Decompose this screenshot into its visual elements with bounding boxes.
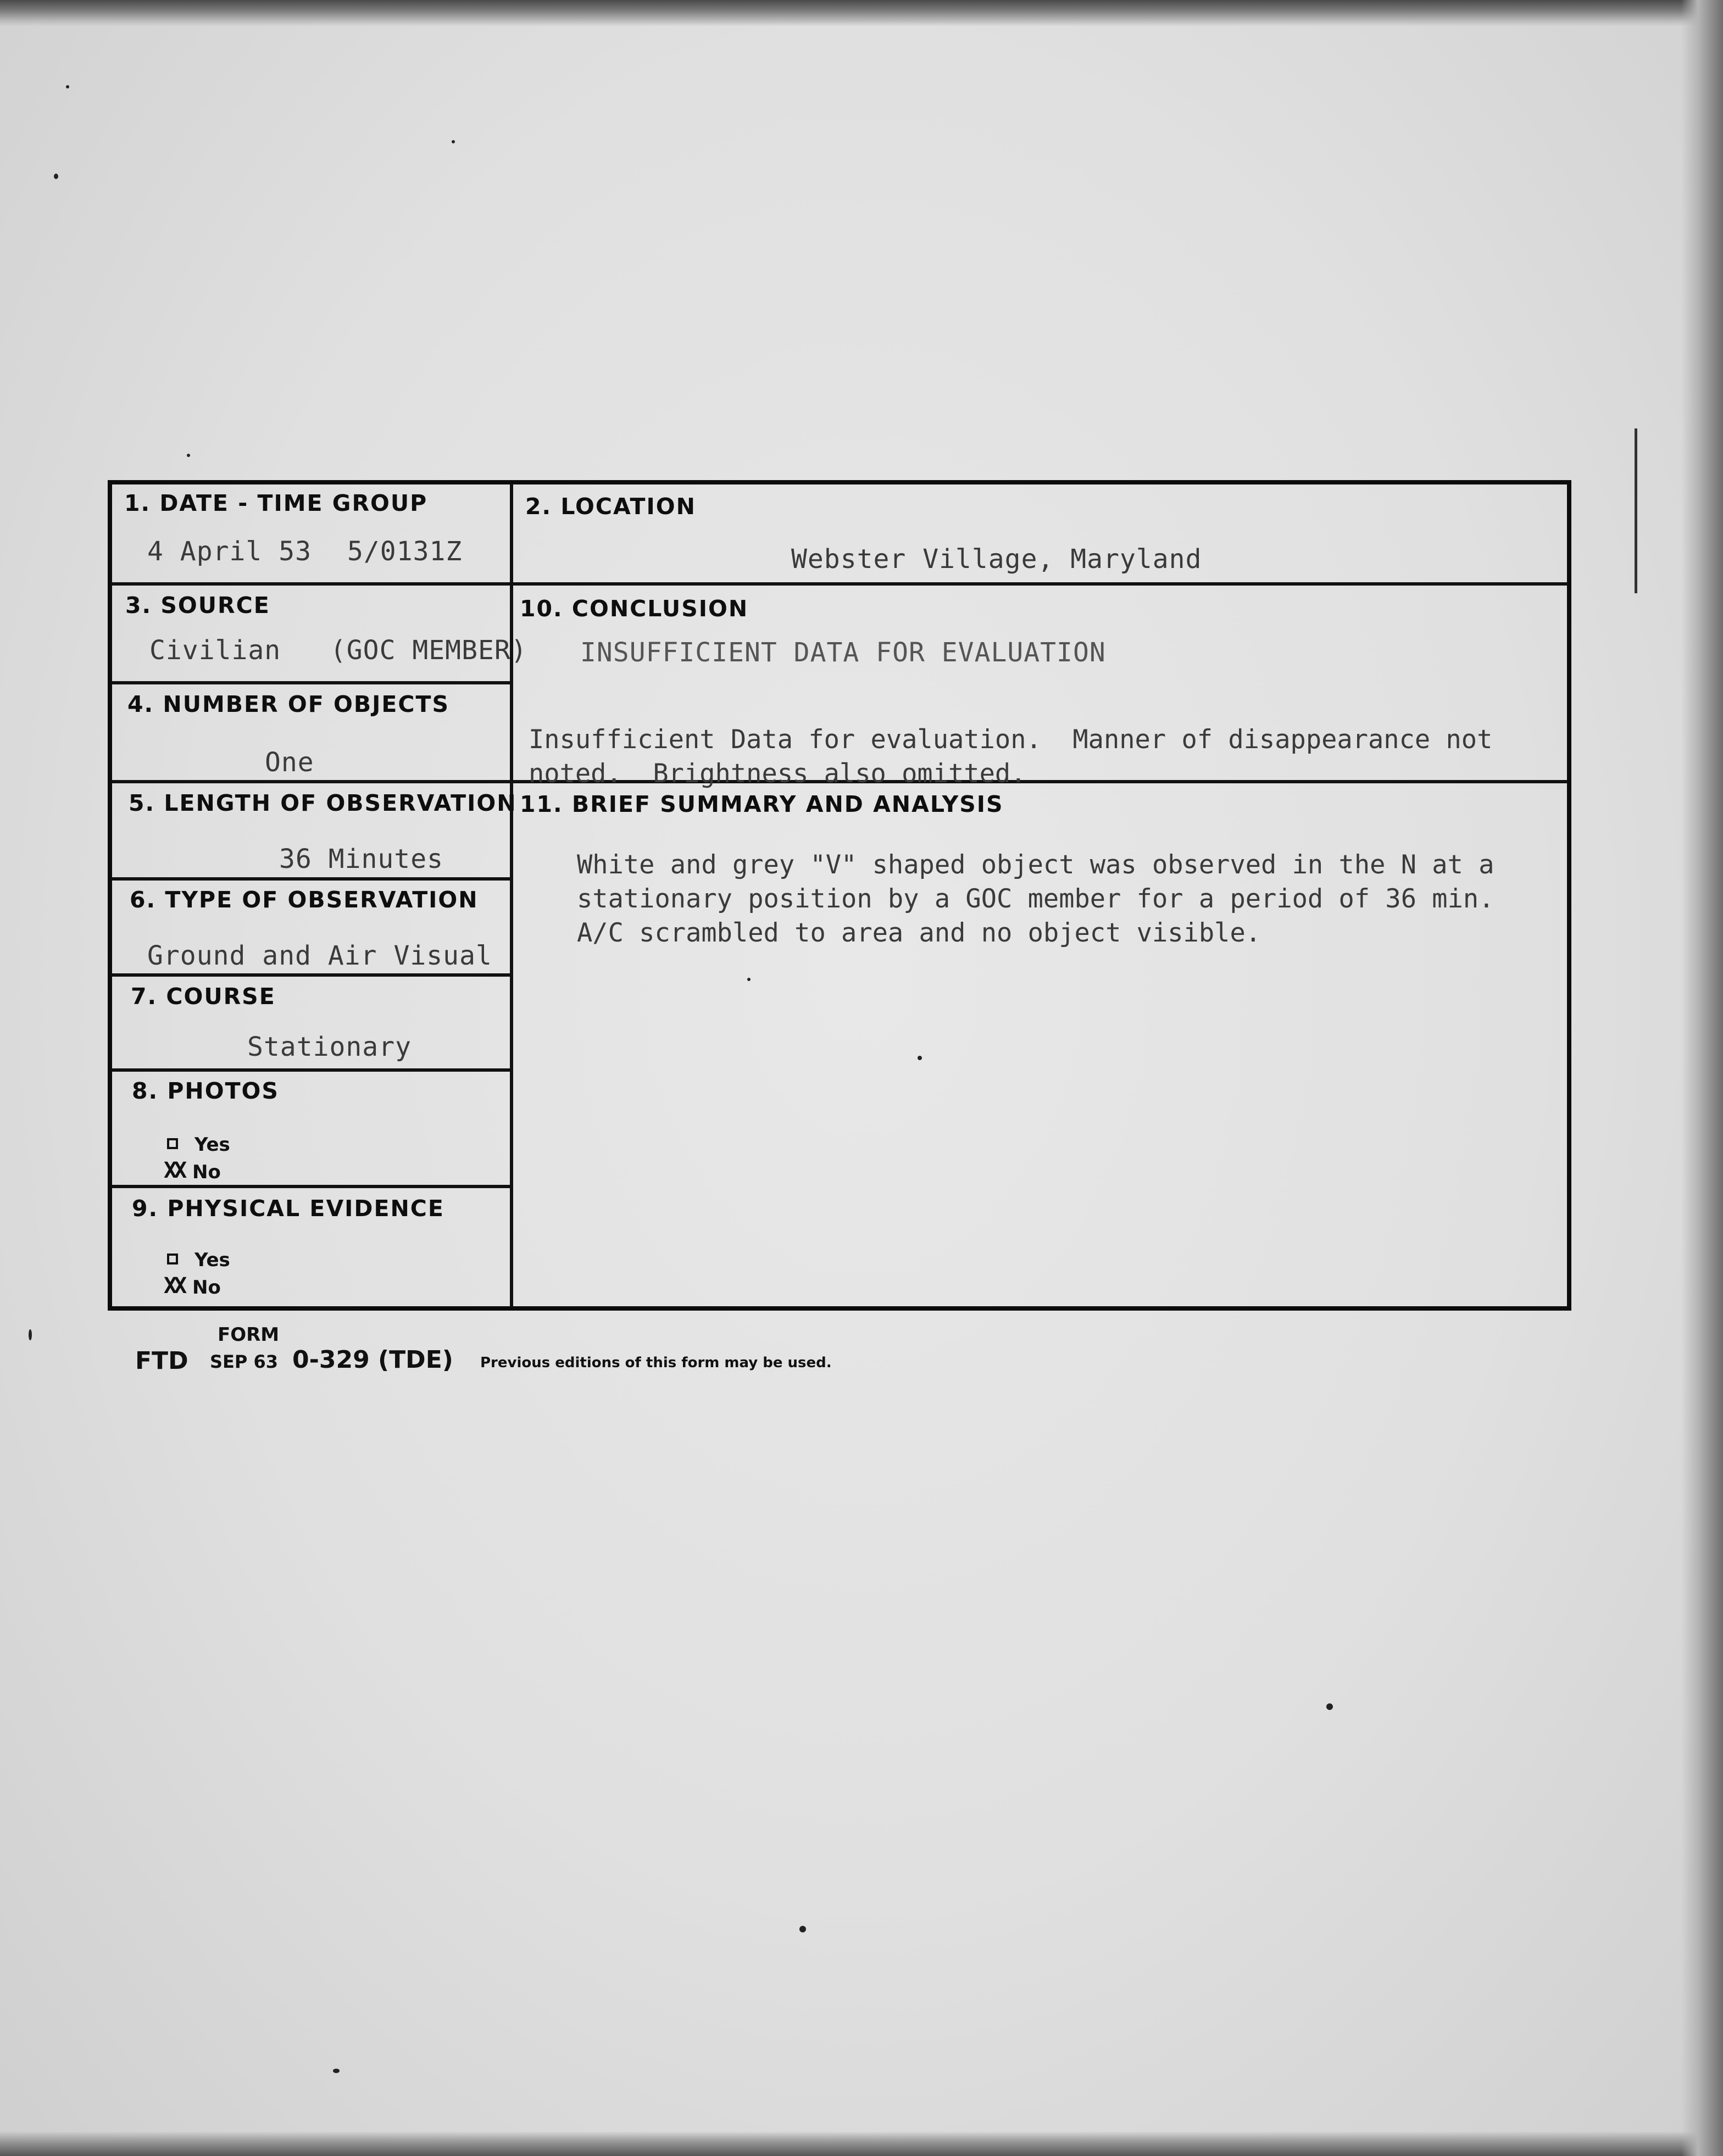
row-divider [510,582,1568,586]
scan-edge-right [1681,0,1723,2156]
row-divider [111,1185,512,1188]
scan-speck [29,1329,32,1340]
column-divider [510,483,513,1307]
physical-evidence-no-label: No [192,1277,221,1299]
location-label: 2. LOCATION [525,493,696,520]
scan-speck [1635,428,1637,593]
row-divider [111,780,512,783]
physical-evidence-yes-checkbox[interactable] [167,1254,178,1264]
row-divider [111,1068,512,1072]
scan-speck [333,2069,340,2073]
row-divider [111,973,512,977]
number-of-objects-label: 4. NUMBER OF OBJECTS [127,691,449,717]
scan-edge-bottom [0,2131,1723,2156]
photos-yes-checkbox[interactable] [167,1138,178,1149]
scan-speck [452,140,455,143]
summary-text: White and grey "V" shaped object was observed in the N at a stationary position by a GOC member for a period of 36 min. A/C scrambled to area and no object visible. [577,850,1494,948]
physical-evidence-label: 9. PHYSICAL EVIDENCE [132,1195,444,1222]
summary-label: 11. BRIEF SUMMARY AND ANALYSIS [520,791,1004,817]
scan-speck [66,85,69,88]
scan-speck [799,1926,806,1932]
photos-no-mark[interactable]: XX [164,1158,184,1183]
footer-form-word: FORM [218,1324,280,1346]
scan-speck [1326,1703,1333,1710]
footer-date: SEP 63 [210,1351,279,1372]
conclusion-heading: INSUFFICIENT DATA FOR EVALUATION [580,637,1106,668]
type-of-observation-label: 6. TYPE OF OBSERVATION [130,887,479,913]
location-value: Webster Village, Maryland [791,544,1202,575]
length-of-observation-value: 36 Minutes [279,844,443,874]
row-divider [111,582,512,586]
source-label: 3. SOURCE [125,592,270,619]
conclusion-detail: Insufficient Data for evaluation. Manner of disappearance not noted. Brightness also omitted. [529,725,1493,789]
length-of-observation-label: 5. LENGTH OF OBSERVATION [129,790,517,816]
footer-note: Previous editions of this form may be used. [480,1355,832,1371]
date-time-group-label: 1. DATE - TIME GROUP [124,490,428,516]
number-of-objects-value: One [265,747,314,778]
photos-no-label: No [192,1161,221,1183]
time-value: 5/0131Z [347,536,463,567]
row-divider [111,877,512,881]
footer-prefix: FTD [135,1347,188,1375]
conclusion-label: 10. CONCLUSION [520,595,749,622]
scan-speck [54,174,58,179]
course-value: Stationary [247,1032,412,1062]
photos-yes-label: Yes [194,1134,230,1156]
row-divider [111,681,512,684]
source-value: Civilian (GOC MEMBER) [149,635,527,666]
photos-label: 8. PHOTOS [132,1078,279,1104]
footer-number: 0-329 (TDE) [292,1346,453,1374]
scan-speck [187,454,190,457]
type-of-observation-value: Ground and Air Visual [147,940,492,971]
course-label: 7. COURSE [131,983,276,1010]
date-value: 4 April 53 [147,536,312,567]
physical-evidence-no-mark[interactable]: XX [164,1273,184,1299]
scan-edge-top [0,0,1723,26]
physical-evidence-yes-label: Yes [194,1249,230,1271]
